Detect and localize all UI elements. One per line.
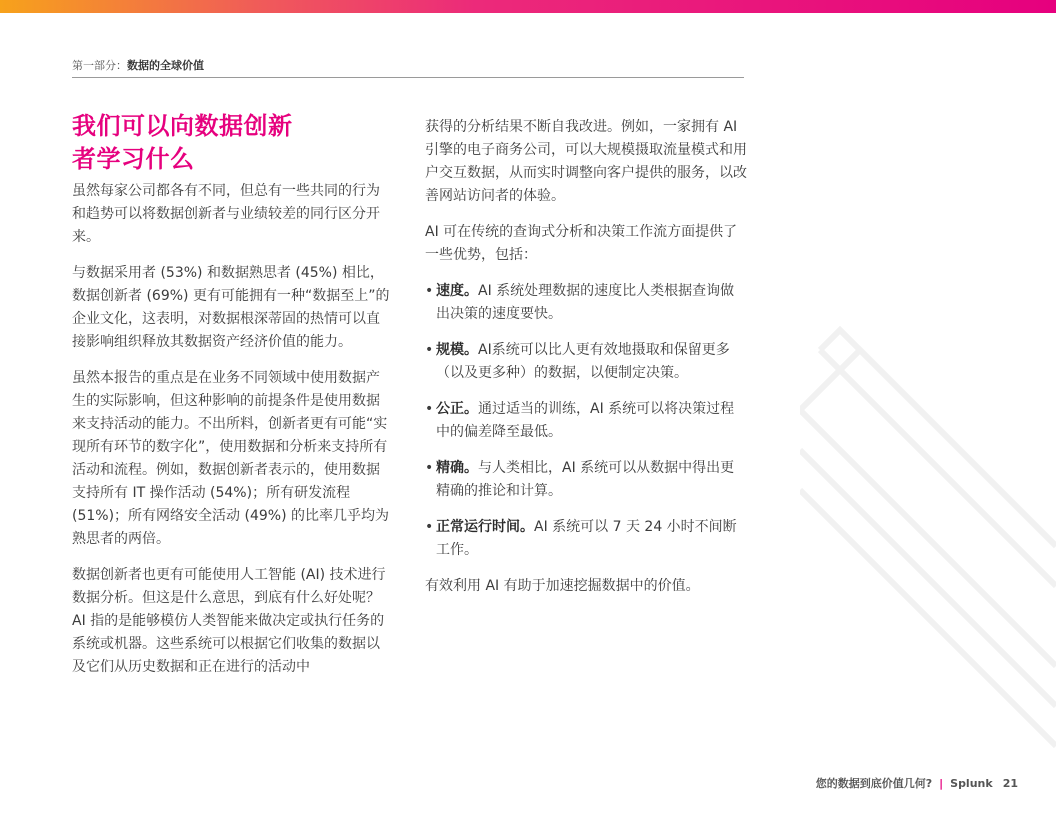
article-title-line-2: 者学习什么	[72, 145, 195, 173]
body-paragraph: 虽然每家公司都各有不同，但总有一些共同的行为和趋势可以将数据创新者与业绩较差的同行区分开来。	[72, 183, 380, 245]
bullet-text: 通过适当的训练，AI 系统可以将决策过程中的偏差降至最低。	[436, 401, 735, 440]
bullet-item-scale	[425, 339, 747, 385]
body-paragraph: 与数据采用者 (53%) 和数据熟思者 (45%) 相比，数据创新者 (69%) 更有可能拥有一种“数据至上”的企业文化，这表明，对数据根深蒂固的热情可以直接影响组织释放其数据资产经济价值的能力。	[72, 265, 390, 350]
body-paragraph: 数据创新者也更有可能使用人工智能 (AI) 技术进行数据分析。但这是什么意思，到底有什么好处呢？AI 指的是能够模仿人类智能来做决定或执行任务的系统或机器。这些系统可以根据它们收集的数据以及它们从历史数据和正在进行的活动中	[72, 567, 386, 675]
bullet-dot: •	[425, 401, 434, 417]
top-gradient-bar	[0, 0, 1056, 13]
decorative-diagonal-lines	[800, 300, 1056, 760]
bullet-item-fairness	[425, 398, 747, 444]
section-header	[72, 57, 744, 78]
bullet-dot: •	[425, 342, 434, 358]
section-prefix: 第一部分：	[72, 59, 127, 72]
continuation-paragraph: 获得的分析结果不断自我改进。例如，一家拥有 AI 引擎的电子商务公司，可以大规模摄取流量模式和用户交互数据，从而实时调整向客户提供的服务，以改善网站访问者的体验。	[425, 119, 747, 204]
bullet-term: 速度。	[436, 283, 478, 299]
article-title-line-1: 我们可以向数据创新	[72, 112, 293, 140]
bullet-term: 公正。	[436, 401, 478, 417]
closing-paragraph: 有效利用 AI 有助于加速挖掘数据中的价值。	[425, 578, 700, 594]
section-title: 数据的全球价值	[127, 59, 204, 72]
footer-report-title: 您的数据到底价值几何?	[815, 777, 933, 790]
bullet-term: 规模。	[436, 342, 478, 358]
bullet-item-uptime	[425, 516, 747, 562]
bullet-term: 精确。	[436, 460, 478, 476]
page-footer	[816, 775, 1018, 793]
bullet-text: 与人类相比，AI 系统可以从数据中得出更精确的推论和计算。	[436, 460, 735, 499]
article-title	[72, 110, 390, 176]
bullet-dot: •	[425, 283, 434, 299]
footer-separator: |	[939, 777, 944, 790]
bullet-dot: •	[425, 460, 434, 476]
bullet-text: AI 系统可以 7 天 24 小时不间断工作。	[436, 519, 737, 558]
right-column	[425, 116, 747, 611]
bullet-item-precision	[425, 457, 747, 503]
bullet-item-speed	[425, 280, 747, 326]
footer-brand: Splunk	[950, 777, 993, 790]
bullet-text: AI系统可以比人更有效地摄取和保留更多（以及更多种）的数据，以便制定决策。	[436, 342, 730, 381]
page-number: 21	[1002, 777, 1018, 790]
bullet-term: 正常运行时间。	[436, 519, 534, 535]
bullet-dot: •	[425, 519, 434, 535]
bullet-text: AI 系统处理数据的速度比人类根据查询做出决策的速度要快。	[436, 283, 735, 322]
left-column	[72, 110, 390, 692]
intro-paragraph: AI 可在传统的查询式分析和决策工作流方面提供了一些优势，包括：	[425, 224, 738, 263]
body-paragraph: 虽然本报告的重点是在业务不同领域中使用数据产生的实际影响，但这种影响的前提条件是使用数据来支持活动的能力。不出所料，创新者更有可能“实现所有环节的数字化”，使用数据和分析来支持所有活动和流程。例如，数据创新者表示的，使用数据支持所有 IT 操作活动 (54%)；所有研发流程 (51%)；所有网络安全活动 (49%) 的比率几乎均为熟思者的两倍。	[72, 370, 389, 547]
